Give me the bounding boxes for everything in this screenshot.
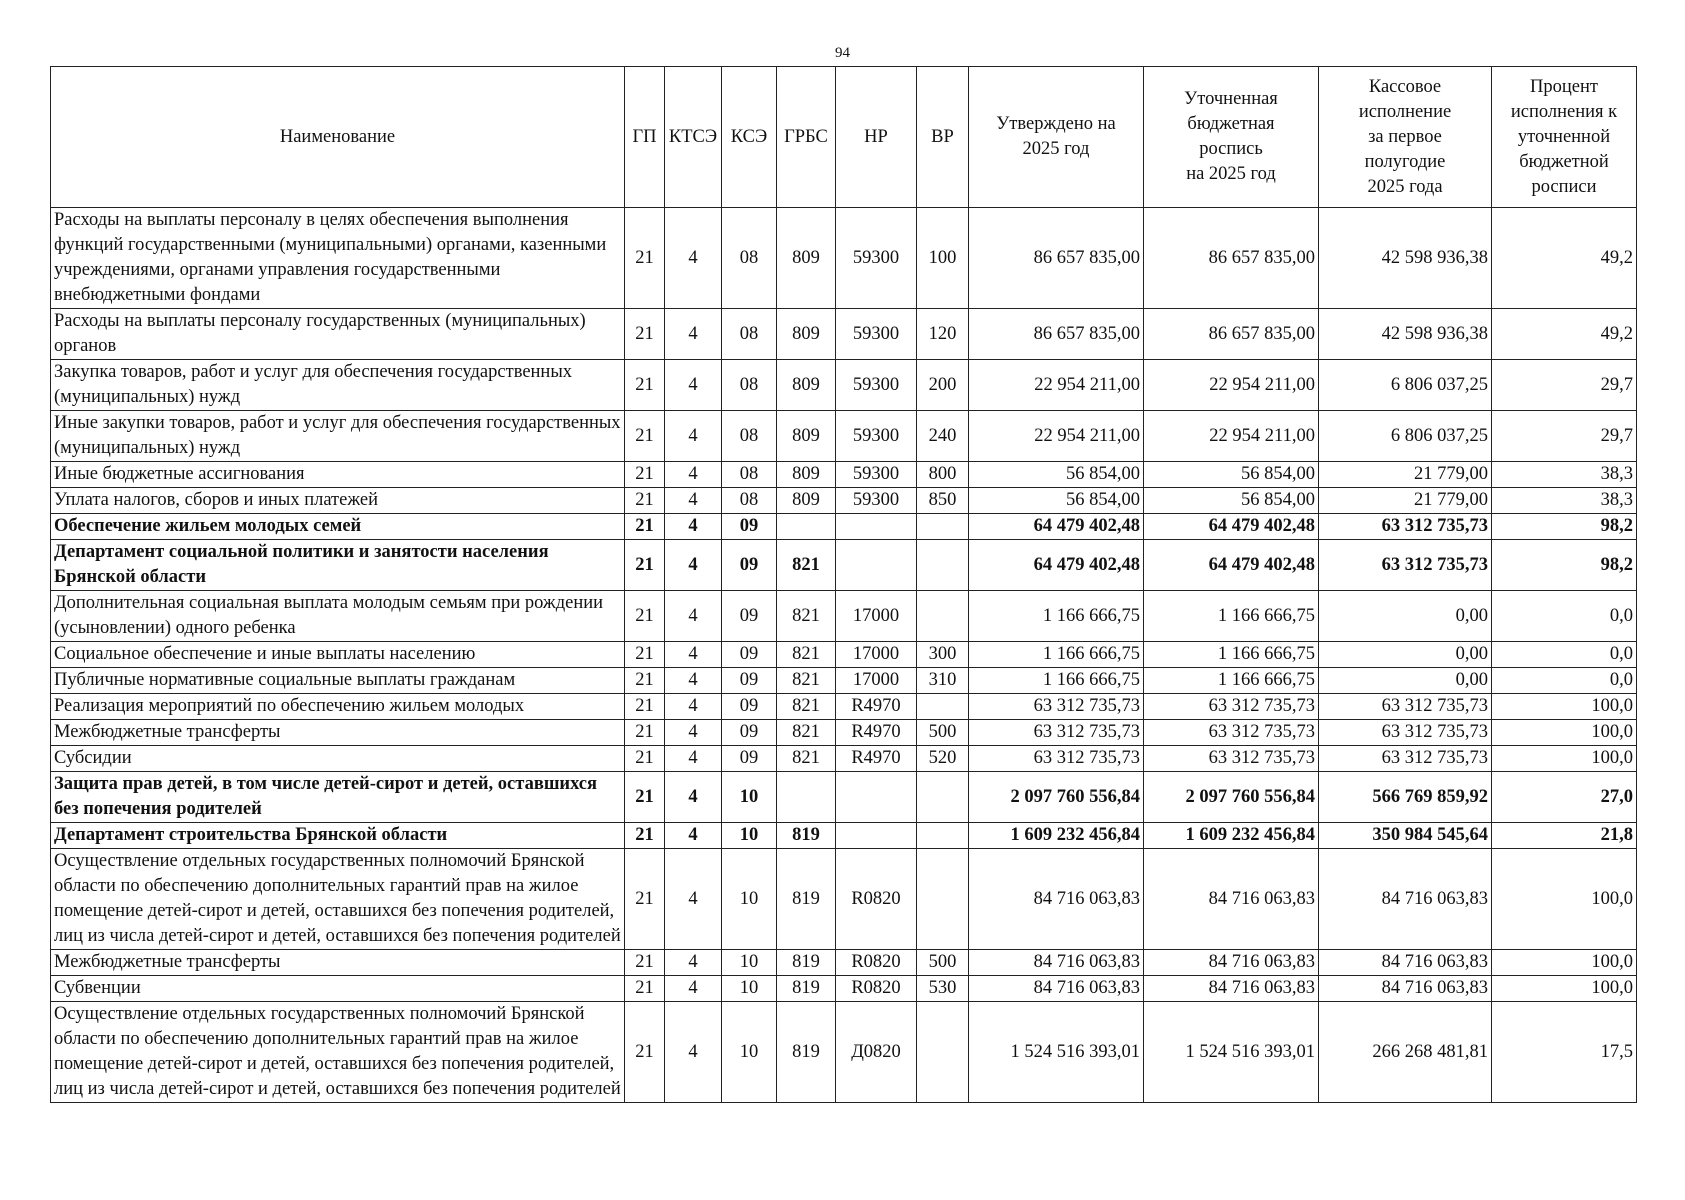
cell-refined: 63 312 735,73 (1144, 720, 1319, 746)
cell-name: Уплата налогов, сборов и иных платежей (51, 488, 625, 514)
table-row (51, 668, 1637, 694)
cell-percent: 100,0 (1492, 720, 1637, 746)
table-row (51, 591, 1637, 642)
cell-kse: 09 (722, 668, 777, 694)
table-row (51, 694, 1637, 720)
cell-cash: 84 716 063,83 (1319, 976, 1492, 1002)
cell-refined: 1 524 516 393,01 (1144, 1002, 1319, 1103)
cell-refined: 1 609 232 456,84 (1144, 823, 1319, 849)
cell-np: R4970 (836, 746, 917, 772)
cell-refined: 84 716 063,83 (1144, 849, 1319, 950)
cell-percent: 49,2 (1492, 208, 1637, 309)
cell-name: Расходы на выплаты персоналу в целях обеспечения выполнения функций государственными (муниципальными) органами, казенными учреждениями, органами управления государственными внебюджетными фондами (51, 208, 625, 309)
cell-name: Субвенции (51, 976, 625, 1002)
cell-ktse: 4 (665, 976, 722, 1002)
cell-np: 59300 (836, 488, 917, 514)
table-row (51, 462, 1637, 488)
cell-np: 59300 (836, 309, 917, 360)
cell-percent: 100,0 (1492, 976, 1637, 1002)
cell-approved: 1 524 516 393,01 (969, 1002, 1144, 1103)
cell-cash: 63 312 735,73 (1319, 694, 1492, 720)
header-kse: КСЭ (722, 67, 777, 208)
cell-cash: 42 598 936,38 (1319, 208, 1492, 309)
cell-refined: 84 716 063,83 (1144, 950, 1319, 976)
cell-grbs (777, 772, 836, 823)
cell-grbs: 821 (777, 540, 836, 591)
header-ktse: КТСЭ (665, 67, 722, 208)
cell-kse: 09 (722, 694, 777, 720)
cell-grbs: 821 (777, 591, 836, 642)
cell-refined: 63 312 735,73 (1144, 746, 1319, 772)
cell-gp: 21 (625, 823, 665, 849)
cell-ktse: 4 (665, 642, 722, 668)
cell-cash: 84 716 063,83 (1319, 849, 1492, 950)
table-row (51, 514, 1637, 540)
cell-gp: 21 (625, 540, 665, 591)
cell-grbs: 819 (777, 976, 836, 1002)
cell-ktse: 4 (665, 1002, 722, 1103)
cell-refined: 56 854,00 (1144, 462, 1319, 488)
cell-name: Расходы на выплаты персоналу государственных (муниципальных) органов (51, 309, 625, 360)
cell-np: R0820 (836, 950, 917, 976)
cell-approved: 84 716 063,83 (969, 849, 1144, 950)
cell-cash: 63 312 735,73 (1319, 746, 1492, 772)
cell-refined: 86 657 835,00 (1144, 309, 1319, 360)
table-row (51, 950, 1637, 976)
cell-np: 59300 (836, 360, 917, 411)
cell-vr: 850 (917, 488, 969, 514)
cell-kse: 09 (722, 540, 777, 591)
cell-ktse: 4 (665, 540, 722, 591)
cell-name: Иные закупки товаров, работ и услуг для обеспечения государственных (муниципальных) нужд (51, 411, 625, 462)
cell-vr (917, 514, 969, 540)
cell-kse: 08 (722, 360, 777, 411)
cell-grbs: 809 (777, 488, 836, 514)
cell-np: 59300 (836, 208, 917, 309)
cell-grbs: 819 (777, 823, 836, 849)
cell-vr: 240 (917, 411, 969, 462)
cell-ktse: 4 (665, 462, 722, 488)
cell-approved: 63 312 735,73 (969, 694, 1144, 720)
header-percent: Процент исполнения к уточненной бюджетной росписи (1492, 67, 1637, 208)
cell-percent: 0,0 (1492, 642, 1637, 668)
cell-ktse: 4 (665, 488, 722, 514)
cell-approved: 1 609 232 456,84 (969, 823, 1144, 849)
cell-ktse: 4 (665, 823, 722, 849)
cell-percent: 29,7 (1492, 411, 1637, 462)
cell-cash: 0,00 (1319, 591, 1492, 642)
cell-refined: 2 097 760 556,84 (1144, 772, 1319, 823)
table-row (51, 772, 1637, 823)
cell-approved: 86 657 835,00 (969, 208, 1144, 309)
header-refined: Уточненная бюджетная роспись на 2025 год (1144, 67, 1319, 208)
cell-name: Субсидии (51, 746, 625, 772)
cell-gp: 21 (625, 309, 665, 360)
cell-grbs: 821 (777, 668, 836, 694)
cell-np: Д0820 (836, 1002, 917, 1103)
cell-np: R0820 (836, 849, 917, 950)
cell-vr: 200 (917, 360, 969, 411)
cell-grbs: 821 (777, 746, 836, 772)
cell-percent: 38,3 (1492, 462, 1637, 488)
cell-vr (917, 849, 969, 950)
cell-percent: 98,2 (1492, 514, 1637, 540)
cell-refined: 56 854,00 (1144, 488, 1319, 514)
table-row (51, 360, 1637, 411)
cell-refined: 1 166 666,75 (1144, 642, 1319, 668)
cell-kse: 09 (722, 514, 777, 540)
cell-refined: 64 479 402,48 (1144, 514, 1319, 540)
cell-grbs: 821 (777, 694, 836, 720)
cell-vr (917, 1002, 969, 1103)
cell-np (836, 540, 917, 591)
cell-vr: 500 (917, 720, 969, 746)
table-row (51, 488, 1637, 514)
cell-gp: 21 (625, 462, 665, 488)
cell-np: 17000 (836, 668, 917, 694)
cell-vr (917, 772, 969, 823)
cell-name: Департамент социальной политики и занятости населения Брянской области (51, 540, 625, 591)
cell-name: Осуществление отдельных государственных полномочий Брянской области по обеспечению дополнительных гарантий прав на жилое помещение детей-сирот и детей, оставшихся без попечения родителей, лиц из числа детей-сирот и детей, оставшихся без попечения родителей (51, 849, 625, 950)
cell-np: 59300 (836, 411, 917, 462)
cell-np: 59300 (836, 462, 917, 488)
table-row (51, 746, 1637, 772)
cell-grbs: 809 (777, 360, 836, 411)
cell-cash: 63 312 735,73 (1319, 514, 1492, 540)
cell-kse: 08 (722, 462, 777, 488)
cell-kse: 08 (722, 309, 777, 360)
cell-kse: 09 (722, 591, 777, 642)
cell-refined: 22 954 211,00 (1144, 411, 1319, 462)
cell-ktse: 4 (665, 746, 722, 772)
table-row (51, 540, 1637, 591)
cell-name: Межбюджетные трансферты (51, 720, 625, 746)
cell-gp: 21 (625, 849, 665, 950)
cell-cash: 0,00 (1319, 668, 1492, 694)
cell-percent: 38,3 (1492, 488, 1637, 514)
cell-percent: 98,2 (1492, 540, 1637, 591)
cell-gp: 21 (625, 514, 665, 540)
cell-vr: 310 (917, 668, 969, 694)
cell-name: Дополнительная социальная выплата молодым семьям при рождении (усыновлении) одного ребенка (51, 591, 625, 642)
cell-name: Департамент строительства Брянской области (51, 823, 625, 849)
cell-refined: 1 166 666,75 (1144, 668, 1319, 694)
table-row (51, 976, 1637, 1002)
page-number: 94 (835, 45, 850, 61)
cell-grbs: 821 (777, 642, 836, 668)
cell-kse: 10 (722, 823, 777, 849)
cell-vr: 500 (917, 950, 969, 976)
cell-approved: 1 166 666,75 (969, 668, 1144, 694)
cell-approved: 1 166 666,75 (969, 642, 1144, 668)
cell-approved: 2 097 760 556,84 (969, 772, 1144, 823)
cell-gp: 21 (625, 772, 665, 823)
cell-ktse: 4 (665, 411, 722, 462)
cell-kse: 10 (722, 976, 777, 1002)
table-row (51, 411, 1637, 462)
cell-vr: 800 (917, 462, 969, 488)
cell-grbs: 809 (777, 208, 836, 309)
cell-vr: 300 (917, 642, 969, 668)
cell-vr: 120 (917, 309, 969, 360)
cell-grbs: 809 (777, 411, 836, 462)
cell-kse: 10 (722, 772, 777, 823)
table-row (51, 309, 1637, 360)
cell-ktse: 4 (665, 950, 722, 976)
cell-ktse: 4 (665, 360, 722, 411)
cell-cash: 21 779,00 (1319, 488, 1492, 514)
cell-gp: 21 (625, 360, 665, 411)
cell-approved: 22 954 211,00 (969, 411, 1144, 462)
cell-gp: 21 (625, 1002, 665, 1103)
table-row (51, 849, 1637, 950)
cell-percent: 100,0 (1492, 694, 1637, 720)
cell-name: Социальное обеспечение и иные выплаты населению (51, 642, 625, 668)
cell-percent: 0,0 (1492, 668, 1637, 694)
cell-refined: 86 657 835,00 (1144, 208, 1319, 309)
cell-grbs: 809 (777, 309, 836, 360)
cell-ktse: 4 (665, 514, 722, 540)
cell-gp: 21 (625, 642, 665, 668)
cell-ktse: 4 (665, 309, 722, 360)
cell-ktse: 4 (665, 208, 722, 309)
cell-approved: 84 716 063,83 (969, 976, 1144, 1002)
cell-ktse: 4 (665, 772, 722, 823)
cell-percent: 17,5 (1492, 1002, 1637, 1103)
cell-np: R0820 (836, 976, 917, 1002)
table-row (51, 642, 1637, 668)
cell-approved: 84 716 063,83 (969, 950, 1144, 976)
cell-name: Защита прав детей, в том числе детей-сирот и детей, оставшихся без попечения родителей (51, 772, 625, 823)
cell-vr: 520 (917, 746, 969, 772)
cell-kse: 10 (722, 1002, 777, 1103)
cell-approved: 63 312 735,73 (969, 720, 1144, 746)
cell-kse: 10 (722, 950, 777, 976)
cell-kse: 08 (722, 488, 777, 514)
cell-gp: 21 (625, 488, 665, 514)
table-row (51, 1002, 1637, 1103)
cell-refined: 22 954 211,00 (1144, 360, 1319, 411)
cell-refined: 1 166 666,75 (1144, 591, 1319, 642)
header-gp: ГП (625, 67, 665, 208)
cell-cash: 266 268 481,81 (1319, 1002, 1492, 1103)
cell-cash: 63 312 735,73 (1319, 720, 1492, 746)
cell-np: R4970 (836, 720, 917, 746)
budget-table (50, 66, 1637, 1103)
cell-grbs: 819 (777, 1002, 836, 1103)
cell-kse: 09 (722, 720, 777, 746)
cell-approved: 63 312 735,73 (969, 746, 1144, 772)
cell-percent: 100,0 (1492, 746, 1637, 772)
cell-cash: 42 598 936,38 (1319, 309, 1492, 360)
header-name: Наименование (51, 67, 625, 208)
cell-refined: 84 716 063,83 (1144, 976, 1319, 1002)
cell-gp: 21 (625, 746, 665, 772)
cell-name: Обеспечение жильем молодых семей (51, 514, 625, 540)
cell-cash: 350 984 545,64 (1319, 823, 1492, 849)
header-grbs: ГРБС (777, 67, 836, 208)
cell-grbs: 821 (777, 720, 836, 746)
cell-np: R4970 (836, 694, 917, 720)
cell-percent: 100,0 (1492, 950, 1637, 976)
cell-np (836, 823, 917, 849)
cell-approved: 56 854,00 (969, 462, 1144, 488)
table-body (51, 208, 1637, 1103)
table-header-row (51, 67, 1637, 208)
cell-percent: 0,0 (1492, 591, 1637, 642)
cell-gp: 21 (625, 411, 665, 462)
cell-gp: 21 (625, 208, 665, 309)
cell-name: Закупка товаров, работ и услуг для обеспечения государственных (муниципальных) нужд (51, 360, 625, 411)
cell-name: Иные бюджетные ассигнования (51, 462, 625, 488)
cell-ktse: 4 (665, 720, 722, 746)
cell-ktse: 4 (665, 694, 722, 720)
cell-np: 17000 (836, 642, 917, 668)
cell-gp: 21 (625, 720, 665, 746)
cell-cash: 6 806 037,25 (1319, 411, 1492, 462)
cell-name: Осуществление отдельных государственных полномочий Брянской области по обеспечению дополнительных гарантий прав на жилое помещение детей-сирот и детей, оставшихся без попечения родителей, лиц из числа детей-сирот и детей, оставшихся без попечения родителей (51, 1002, 625, 1103)
cell-percent: 49,2 (1492, 309, 1637, 360)
table-row (51, 823, 1637, 849)
cell-vr (917, 823, 969, 849)
header-approved: Утверждено на 2025 год (969, 67, 1144, 208)
cell-ktse: 4 (665, 668, 722, 694)
cell-refined: 64 479 402,48 (1144, 540, 1319, 591)
table-row (51, 208, 1637, 309)
cell-np (836, 514, 917, 540)
cell-refined: 63 312 735,73 (1144, 694, 1319, 720)
cell-percent: 27,0 (1492, 772, 1637, 823)
header-np: НР (836, 67, 917, 208)
cell-approved: 86 657 835,00 (969, 309, 1144, 360)
cell-vr (917, 694, 969, 720)
header-vr: ВР (917, 67, 969, 208)
cell-vr (917, 591, 969, 642)
cell-gp: 21 (625, 591, 665, 642)
cell-name: Реализация мероприятий по обеспечению жильем молодых (51, 694, 625, 720)
cell-cash: 566 769 859,92 (1319, 772, 1492, 823)
cell-name: Межбюджетные трансферты (51, 950, 625, 976)
cell-approved: 64 479 402,48 (969, 540, 1144, 591)
cell-approved: 22 954 211,00 (969, 360, 1144, 411)
cell-grbs: 809 (777, 462, 836, 488)
cell-gp: 21 (625, 976, 665, 1002)
cell-cash: 63 312 735,73 (1319, 540, 1492, 591)
cell-grbs: 819 (777, 849, 836, 950)
cell-approved: 64 479 402,48 (969, 514, 1144, 540)
table-row (51, 720, 1637, 746)
cell-ktse: 4 (665, 849, 722, 950)
cell-gp: 21 (625, 694, 665, 720)
cell-name: Публичные нормативные социальные выплаты гражданам (51, 668, 625, 694)
cell-kse: 09 (722, 746, 777, 772)
cell-np: 17000 (836, 591, 917, 642)
cell-grbs: 819 (777, 950, 836, 976)
cell-gp: 21 (625, 668, 665, 694)
cell-grbs (777, 514, 836, 540)
cell-approved: 1 166 666,75 (969, 591, 1144, 642)
cell-cash: 6 806 037,25 (1319, 360, 1492, 411)
cell-gp: 21 (625, 950, 665, 976)
cell-approved: 56 854,00 (969, 488, 1144, 514)
cell-cash: 21 779,00 (1319, 462, 1492, 488)
cell-percent: 29,7 (1492, 360, 1637, 411)
cell-vr (917, 540, 969, 591)
cell-kse: 10 (722, 849, 777, 950)
cell-cash: 84 716 063,83 (1319, 950, 1492, 976)
cell-kse: 08 (722, 208, 777, 309)
cell-ktse: 4 (665, 591, 722, 642)
cell-np (836, 772, 917, 823)
cell-vr: 100 (917, 208, 969, 309)
cell-kse: 08 (722, 411, 777, 462)
cell-percent: 100,0 (1492, 849, 1637, 950)
cell-vr: 530 (917, 976, 969, 1002)
cell-cash: 0,00 (1319, 642, 1492, 668)
header-cash: Кассовое исполнение за первое полугодие 2025 года (1319, 67, 1492, 208)
cell-kse: 09 (722, 642, 777, 668)
cell-percent: 21,8 (1492, 823, 1637, 849)
